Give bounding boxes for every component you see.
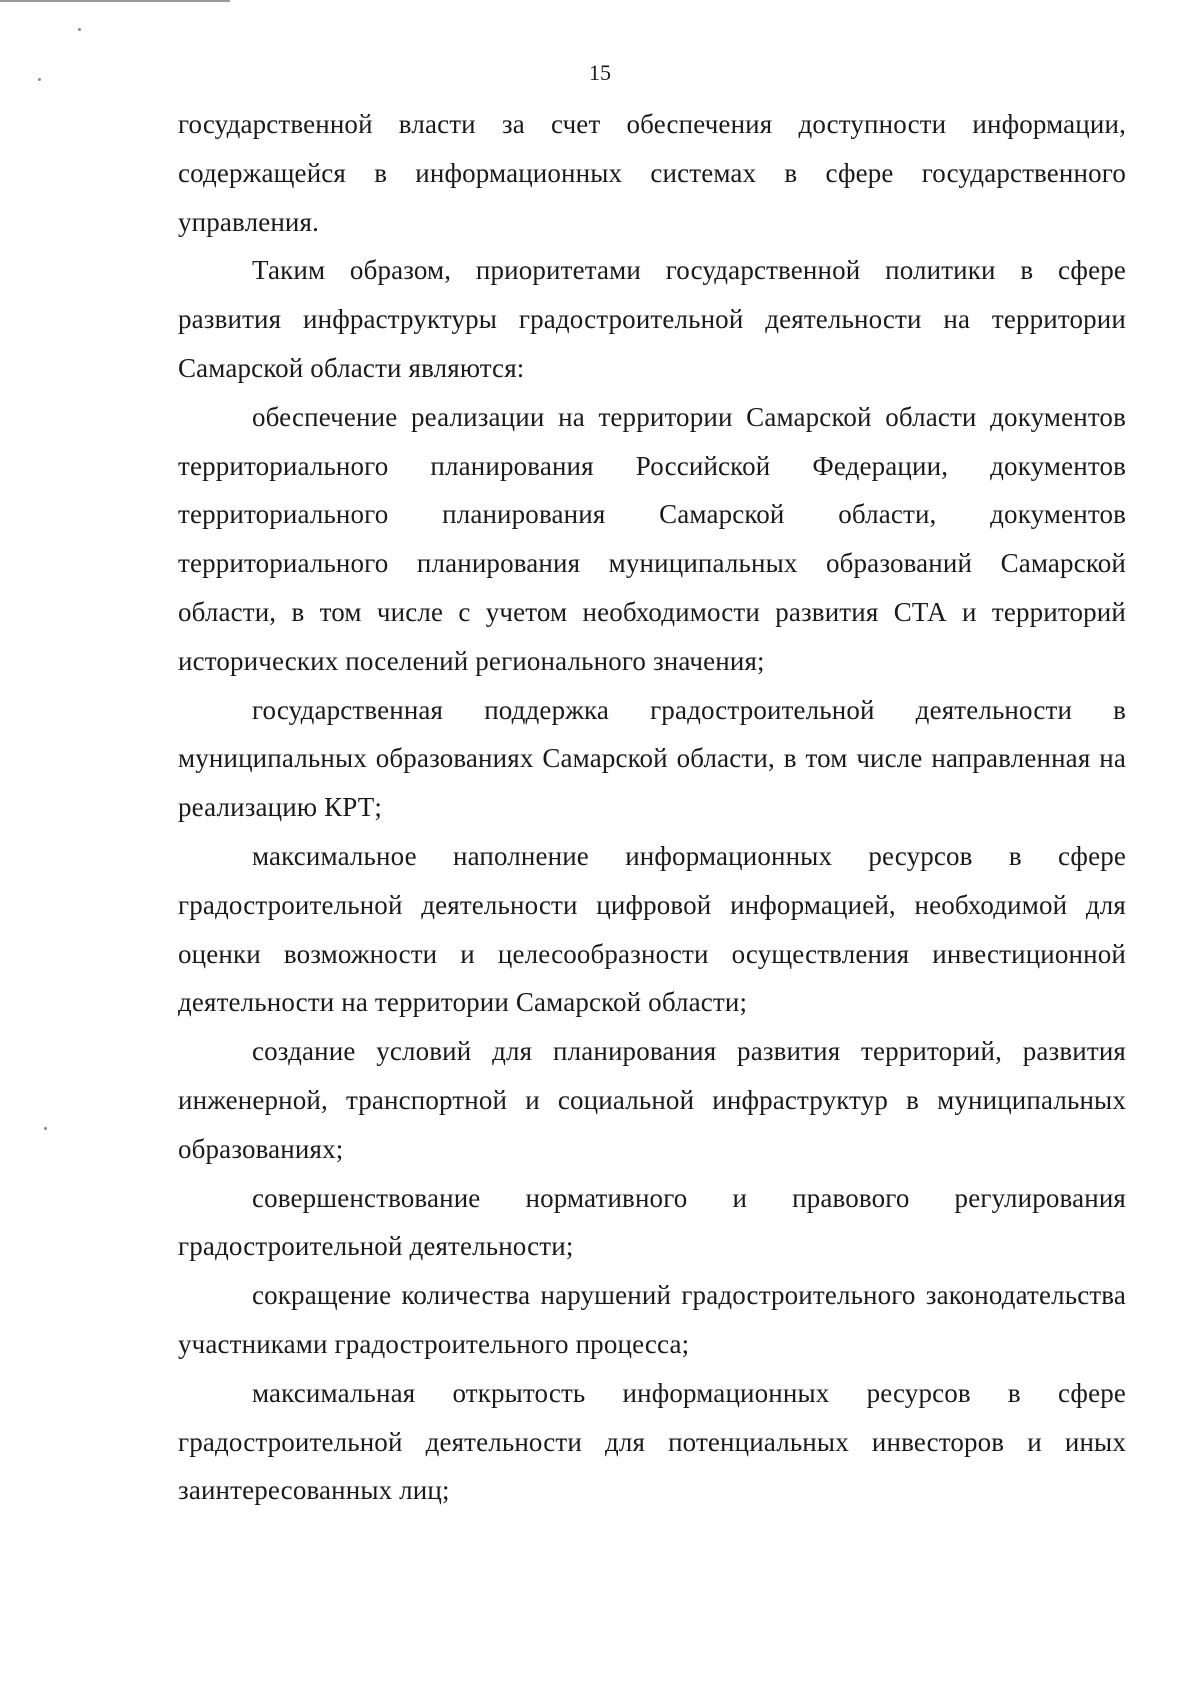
paragraph: создание условий для планирования развития территорий, развития инженерной, транспортной и социальной инфраструктур в муниципальных образованиях; bbox=[178, 1036, 1126, 1164]
paragraph: сокращение количества нарушений градостроительного законодательства участниками градостроительного процесса; bbox=[178, 1280, 1126, 1359]
paragraph: максимальное наполнение информационных ресурсов в сфере градостроительной деятельности цифровой информацией, необходимой для оценки возможности и целесообразности осуществления инвестиционной деятельности на территории Самарской области; bbox=[178, 840, 1126, 1018]
document-body bbox=[178, 100, 1126, 1515]
scan-edge-line bbox=[0, 0, 230, 2]
scan-speck bbox=[78, 28, 81, 31]
page-number: 15 bbox=[589, 60, 611, 85]
paragraph: государственная поддержка градостроительной деятельности в муниципальных образованиях Самарской области, в том числе направленная на реализацию КРТ; bbox=[178, 694, 1126, 823]
paragraph: обеспечение реализации на территории Самарской области документов территориального планирования Российской Федерации, документов территориального планирования Самарской области, документов территориального планирования муниципальных образований Самарской области, в том числе с учетом необходимости развития СТА и территорий исторических поселений регионального значения; bbox=[178, 401, 1126, 676]
paragraph: совершенствование нормативного и правового регулирования градостроительной деятельности; bbox=[178, 1182, 1126, 1262]
paragraph: максимальная открытость информационных ресурсов в сфере градостроительной деятельности для потенциальных инвесторов и иных заинтересованных лиц; bbox=[178, 1377, 1126, 1506]
scan-speck bbox=[44, 1127, 47, 1130]
paragraph: Таким образом, приоритетами государственной политики в сфере развития инфраструктуры градостроительной деятельности на территории Самарской области являются: bbox=[178, 255, 1126, 383]
paragraph: государственной власти за счет обеспечения доступности информации, содержащейся в информационных системах в сфере государственного управления. bbox=[178, 109, 1126, 237]
